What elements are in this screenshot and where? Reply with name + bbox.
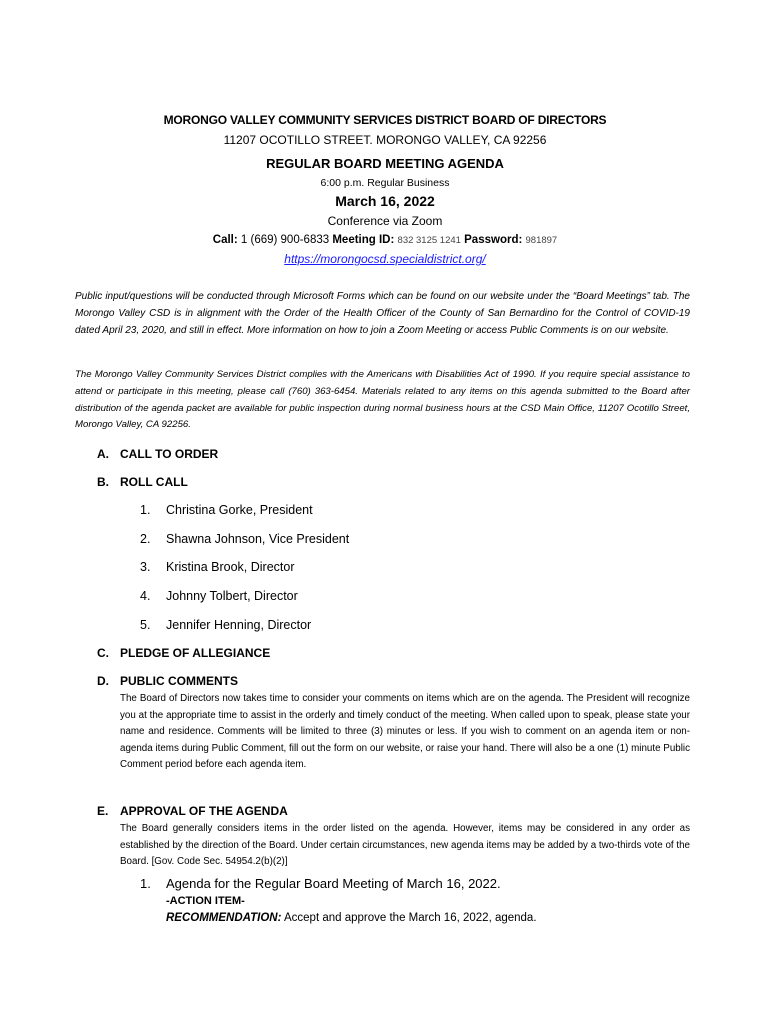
member-name: Christina Gorke, President: [166, 503, 313, 517]
website-link[interactable]: https://morongocsd.specialdistrict.org/: [284, 252, 486, 266]
meeting-time: 6:00 p.m. Regular Business: [320, 177, 450, 189]
ada-notice: The Morongo Valley Community Services District complies with the Americans with Disabilities Act of 1990. If you require special assistance to attend or participate in this meeting, please call (760) 363-6454. Materials related to any items on this agenda submitted to the Board after distribution of the agenda packet are available for public inspection during normal business hours at the CSD Main Office, 11207 Ocotillo Street, Morongo Valley, CA 92256.: [75, 369, 690, 431]
meeting-date: March 16, 2022: [335, 193, 435, 209]
agenda-title: REGULAR BOARD MEETING AGENDA: [266, 156, 504, 171]
member-name: Jennifer Henning, Director: [166, 618, 312, 632]
list-number: 3.: [140, 560, 151, 574]
member-name: Kristina Brook, Director: [166, 560, 295, 574]
section-title: PLEDGE OF ALLEGIANCE: [120, 646, 271, 660]
section-title: CALL TO ORDER: [120, 447, 219, 461]
list-number: 1.: [140, 503, 151, 517]
member-name: Shawna Johnson, Vice President: [166, 532, 350, 546]
section-pledge: [97, 646, 270, 660]
meeting-id-label: Meeting ID:: [332, 234, 395, 246]
public-comments-text: The Board of Directors now takes time to consider your comments on items which are on the agenda. The President will recognize you at the appropriate time to assist in the orderly and timely conduct of the meeting. When called upon to speak, please state your name and residence. Comments will be limited to three (3) minutes or less. If you wish to comment on an agenda item or non-agenda items during Public Comment, fill out the form on our website, or raise your hand. There will also be a one (1) minute Public Comment period before each agenda item.: [120, 693, 690, 770]
section-letter: E.: [97, 804, 109, 818]
member-name: Johnny Tolbert, Director: [166, 589, 298, 603]
list-number: 5.: [140, 618, 151, 632]
section-title: APPROVAL OF THE AGENDA: [120, 804, 288, 818]
conference-info: Conference via Zoom: [327, 214, 443, 228]
list-number: 2.: [140, 532, 151, 546]
roll-call-item: [140, 589, 298, 603]
recommendation-label: RECOMMENDATION:: [166, 912, 282, 924]
section-title: PUBLIC COMMENTS: [120, 674, 238, 688]
call-number: 1 (669) 900-6833: [240, 234, 330, 246]
section-approval-agenda: [97, 804, 288, 818]
section-title: ROLL CALL: [120, 475, 188, 489]
section-letter: D.: [97, 674, 109, 688]
action-item-label: -ACTION ITEM-: [166, 895, 245, 907]
section-letter: B.: [97, 475, 109, 489]
password-label: Password:: [464, 234, 523, 246]
call-info: [0, 234, 770, 246]
meeting-id: 832 3125 1241: [397, 235, 461, 246]
approval-agenda-text: The Board generally considers items in the order listed on the agenda. However, items may be considered in any order as established by the direction of the Board. Under certain circumstances, new agenda items may be added by a two-thirds vote of the Board. [Gov. Code Sec. 54954.2(b)(2)]: [120, 823, 690, 867]
roll-call-item: [140, 618, 311, 632]
section-call-to-order: [97, 447, 218, 461]
roll-call-item: [140, 503, 313, 517]
list-number: 4.: [140, 589, 151, 603]
organization-title: MORONGO VALLEY COMMUNITY SERVICES DISTRICT BOARD OF DIRECTORS: [163, 113, 607, 127]
agenda-item: [140, 876, 501, 891]
recommendation-text: Accept and approve the March 16, 2022, agenda.: [283, 912, 537, 924]
section-roll-call: [97, 475, 188, 489]
roll-call-item: [140, 532, 349, 546]
meeting-password: 981897: [525, 235, 558, 246]
section-public-comments: [97, 674, 238, 688]
agenda-item-title: Agenda for the Regular Board Meeting of March 16, 2022.: [166, 876, 501, 891]
roll-call-item: [140, 560, 295, 574]
organization-address: 11207 OCOTILLO STREET. MORONGO VALLEY, CA 92256: [223, 133, 547, 147]
call-label: Call:: [212, 234, 238, 246]
recommendation: [166, 912, 537, 924]
section-letter: A.: [97, 447, 109, 461]
list-number: 1.: [140, 876, 151, 891]
public-input-notice: Public input/questions will be conducted through Microsoft Forms which can be found on our website under the “Board Meetings” tab. The Morongo Valley CSD is in alignment with the Order of the Health Officer of the County of San Bernardino for the Control of COVID-19 dated April 23, 2020, and still in effect. More information on how to join a Zoom Meeting or access Public Comments is on our website.: [75, 291, 690, 336]
section-letter: C.: [97, 646, 109, 660]
